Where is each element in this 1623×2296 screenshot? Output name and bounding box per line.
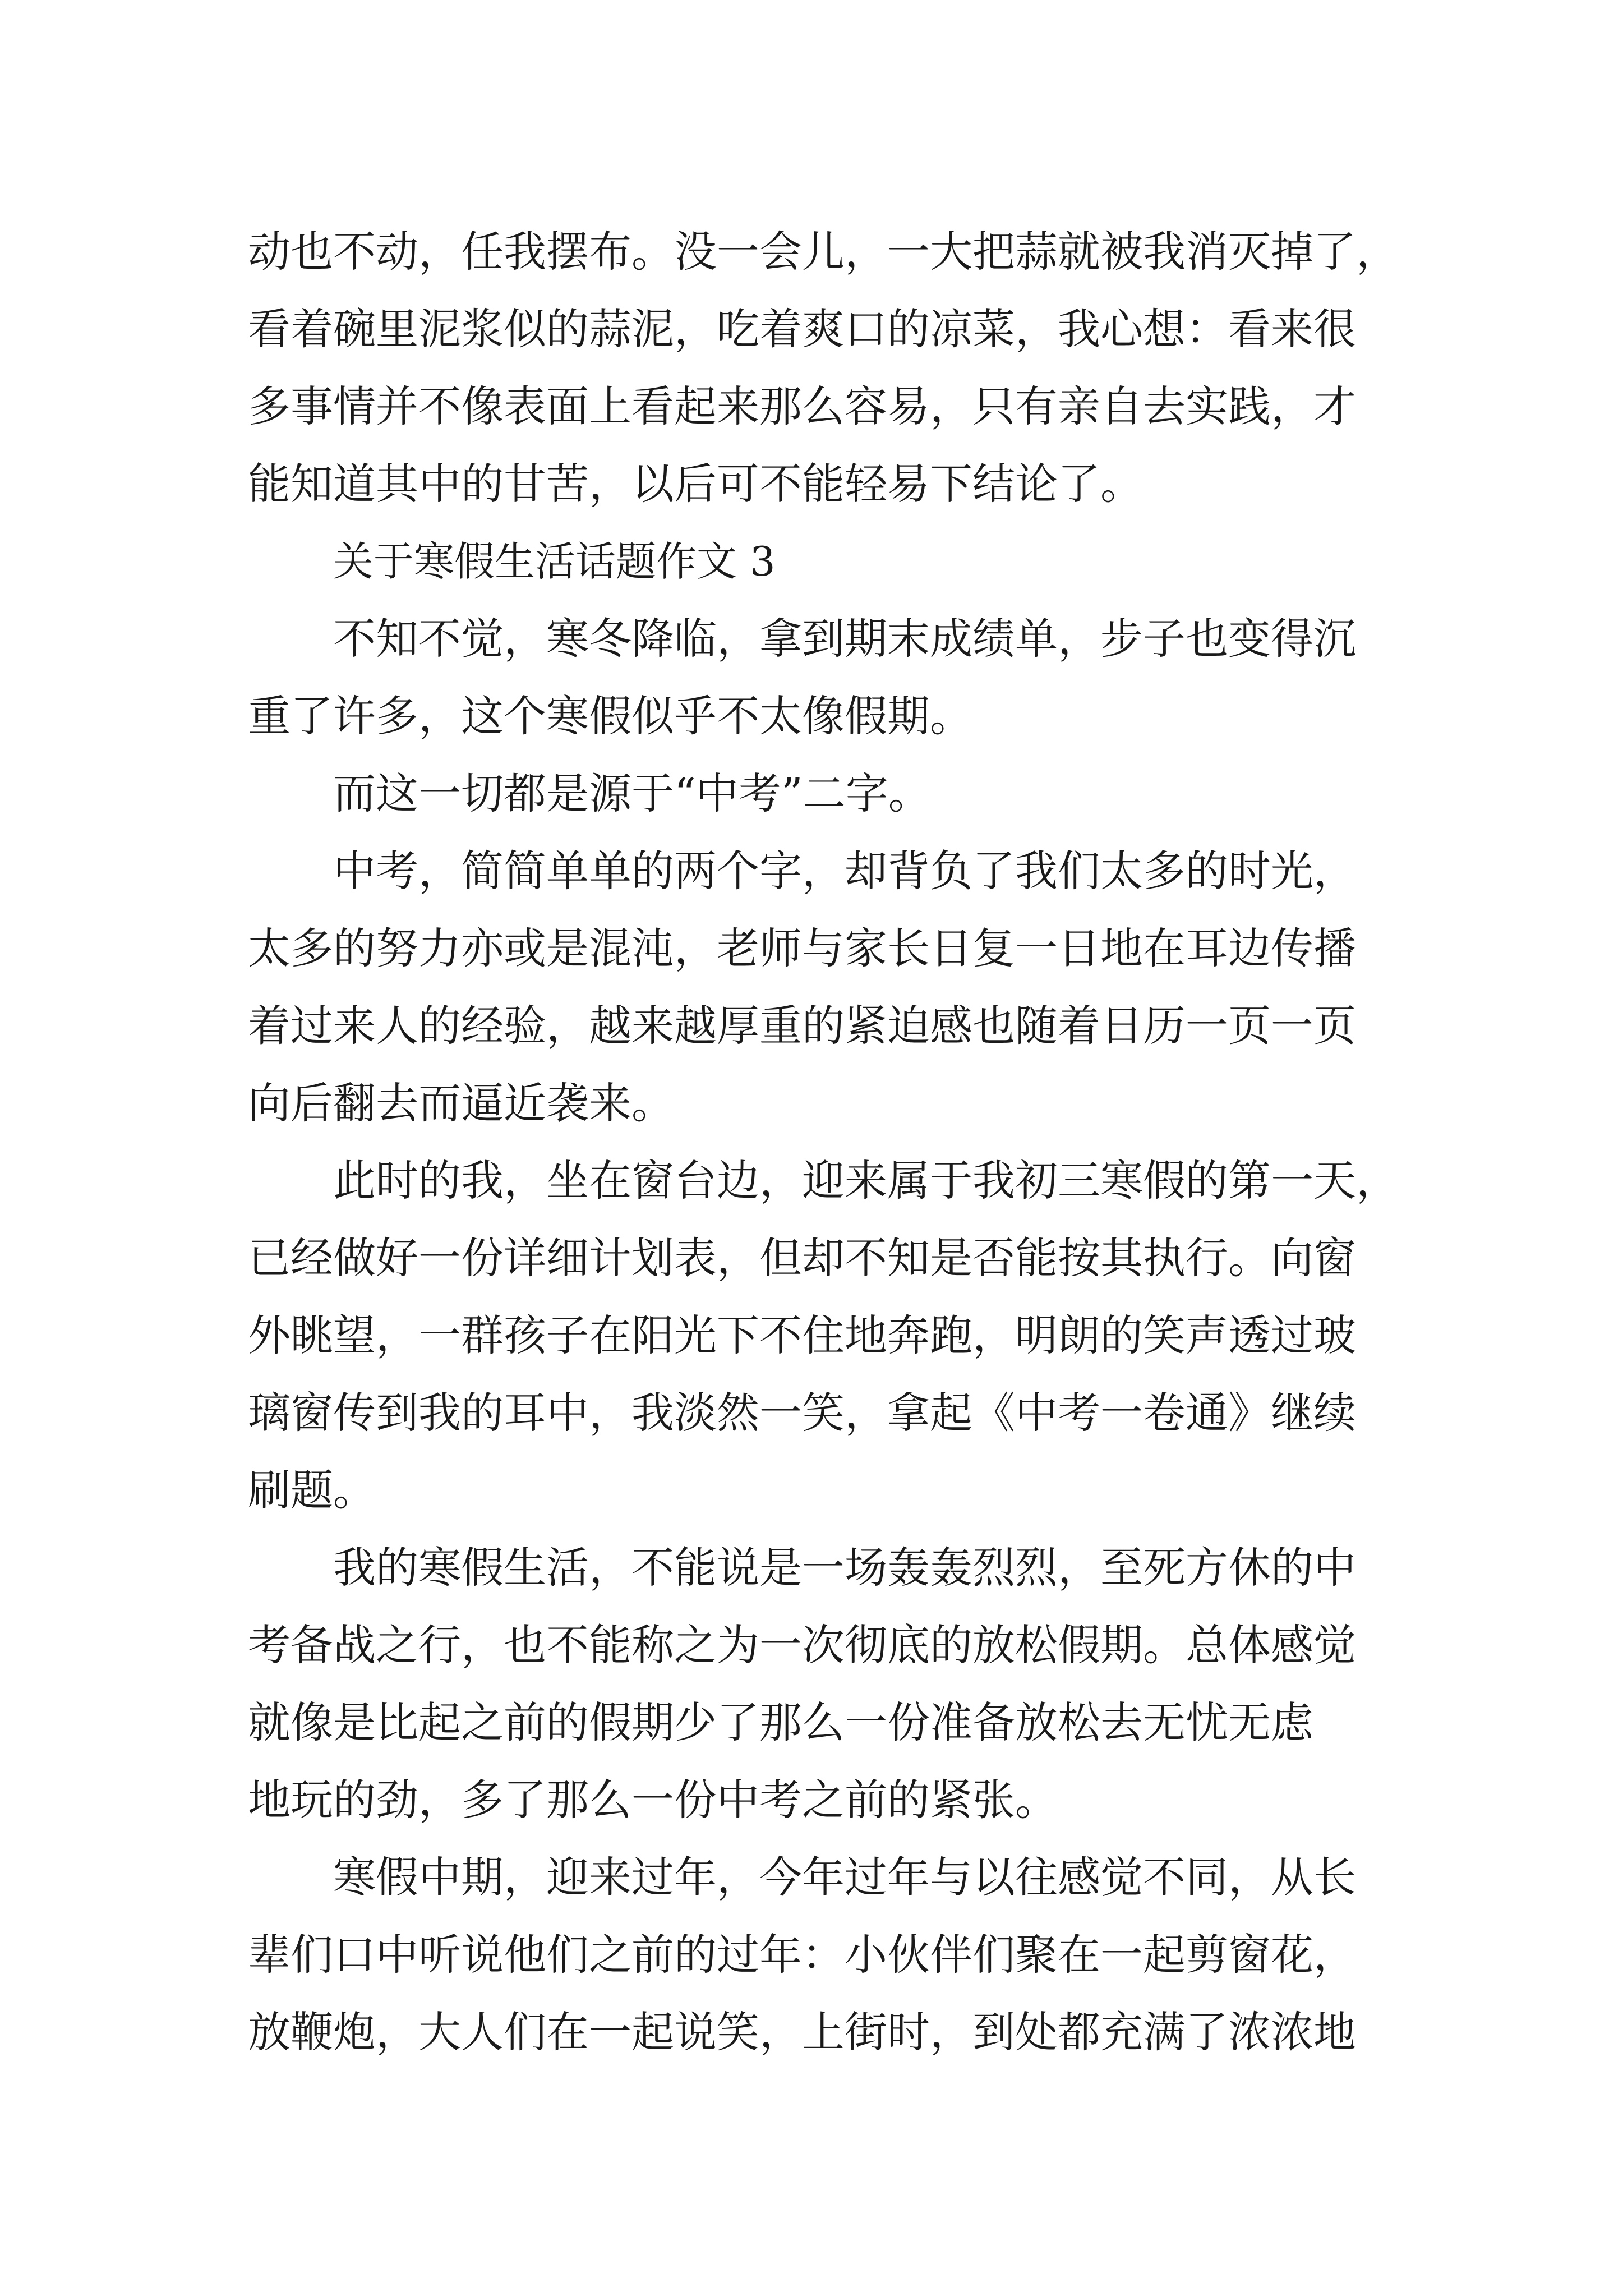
text-line: 关于寒假生活话题作文 3: [333, 538, 776, 585]
paragraph: [248, 832, 1381, 1142]
text-line: 刷题。: [248, 1465, 376, 1515]
text-line: 看着碗里泥浆似的蒜泥，吃着爽口的凉菜，我心想：看来很: [248, 304, 1356, 354]
document-body: [248, 213, 1399, 2071]
text-line: 能知道其中的甘苦，以后可不能轻易下结论了。: [248, 459, 1143, 509]
text-line: 外眺望，一群孩子在阳光下不住地奔跑，明朗的笑声透过玻: [248, 1310, 1356, 1360]
text-line: 此时的我，坐在窗台边，迎来属于我初三寒假的第一天，: [333, 1156, 1399, 1205]
text-line: 考备战之行，也不能称之为一次彻底的放松假期。总体感觉: [248, 1620, 1356, 1670]
text-line: 多事情并不像表面上看起来那么容易，只有亲自去实践，才: [248, 381, 1356, 431]
text-line: 已经做好一份详细计划表，但却不知是否能按其执行。向窗: [248, 1233, 1356, 1283]
text-line: 不知不觉，寒冬降临，拿到期末成绩单，步子也变得沉: [333, 614, 1356, 664]
text-line: 就像是比起之前的假期少了那么一份准备放松去无忧无虑: [248, 1697, 1313, 1747]
text-line: 璃窗传到我的耳中，我淡然一笑，拿起《中考一卷通》继续: [248, 1388, 1356, 1438]
text-line: 放鞭炮，大人们在一起说笑，上街时，到处都充满了浓浓地: [248, 2007, 1356, 2057]
text-line: 寒假中期，迎来过年，今年过年与以往感觉不同，从长: [333, 1852, 1356, 1902]
text-line: 中考，简简单单的两个字，却背负了我们太多的时光，: [333, 846, 1356, 896]
paragraph: [248, 213, 1399, 523]
section-title: [248, 523, 1381, 600]
text-line: 我的寒假生活，不能说是一场轰轰烈烈，至死方休的中: [333, 1543, 1356, 1593]
paragraph: [248, 1529, 1381, 1839]
text-line: 地玩的劲，多了那么一份中考之前的紧张。: [248, 1775, 1058, 1825]
paragraph: [248, 755, 1381, 832]
text-line: 着过来人的经验，越来越厚重的紧迫感也随着日历一页一页: [248, 1001, 1356, 1051]
text-line: 动也不动，任我摆布。没一会儿，一大把蒜就被我消灭掉了，: [248, 227, 1399, 277]
text-line: 向后翻去而逼近袭来。: [248, 1078, 674, 1128]
paragraph: [248, 1839, 1381, 2071]
text-line: 而这一切都是源于“中考”二字。: [333, 769, 931, 818]
paragraph: [248, 1142, 1399, 1529]
text-line: 辈们口中听说他们之前的过年：小伙伴们聚在一起剪窗花，: [248, 1930, 1356, 1980]
text-line: 太多的努力亦或是混沌，老师与家长日复一日地在耳边传播: [248, 923, 1356, 973]
text-line: 重了许多，这个寒假似乎不太像假期。: [248, 691, 972, 741]
paragraph: [248, 600, 1381, 755]
